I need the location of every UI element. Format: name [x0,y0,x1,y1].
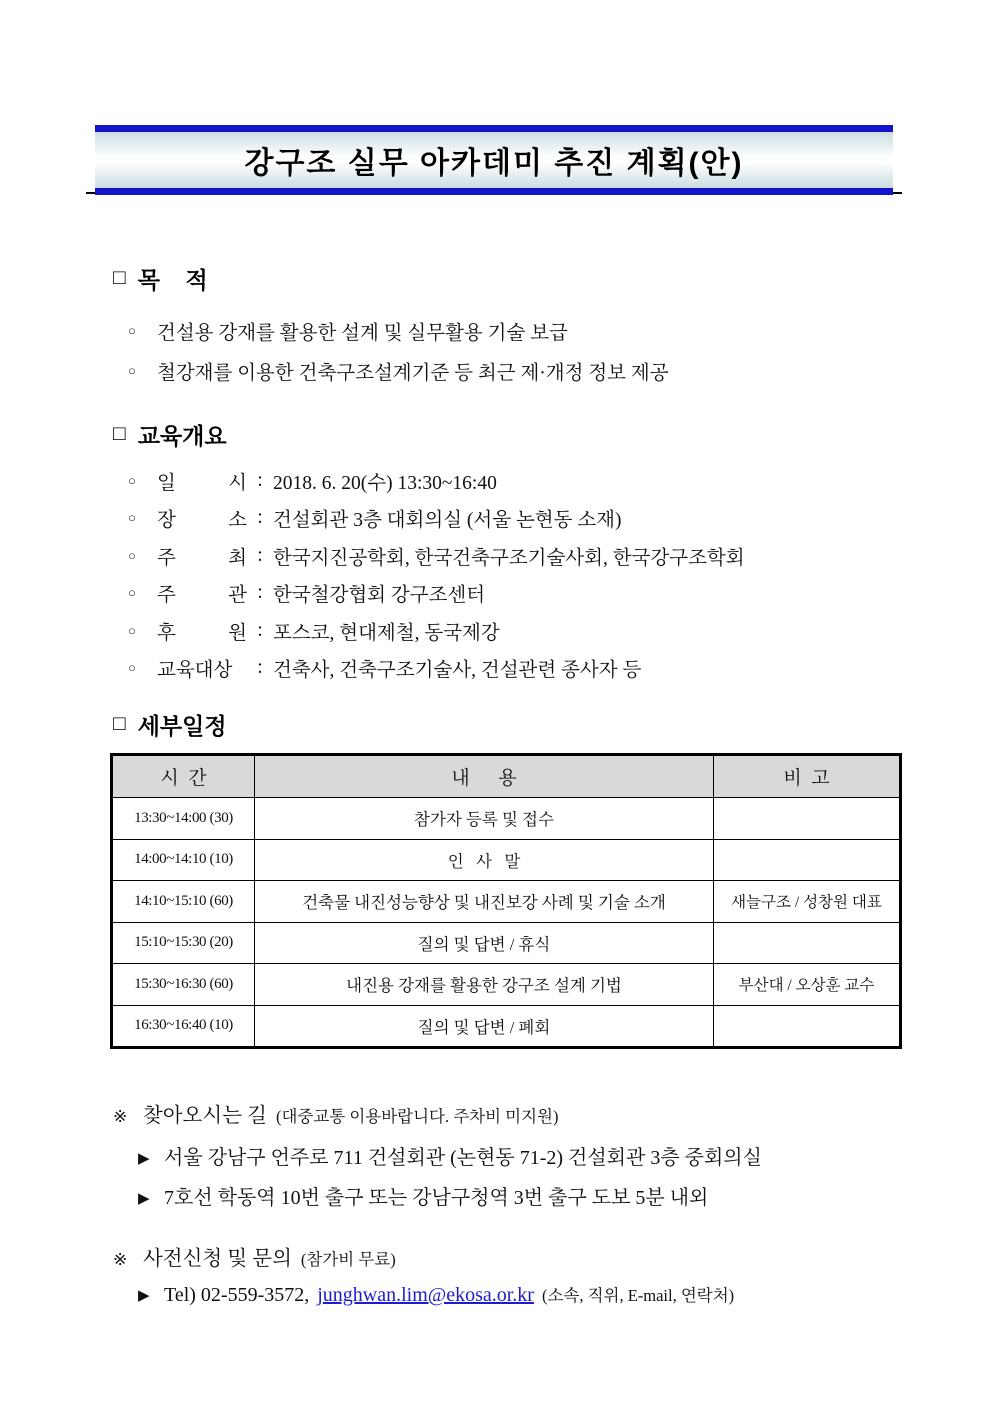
cell-remark [714,922,901,964]
overview-list [128,462,958,687]
overview-label: 주 최 [157,547,247,569]
table-header-row [112,755,901,798]
overview-colon: : [257,582,263,604]
schedule-table [110,753,902,1049]
cell-content: 내진용 강재를 활용한 강구조 설계 기법 [255,964,714,1006]
circle-bullet-icon: ○ [128,622,136,638]
triangle-bullet-icon: ▶ [138,1191,150,1207]
circle-bullet-icon: ○ [128,363,136,378]
email-link[interactable]: junghwan.lim@ekosa.or.kr [317,1284,534,1306]
cell-remark [714,839,901,881]
title-banner [95,125,893,195]
overview-value: 2018. 6. 20(수) 13:30~16:40 [273,472,497,494]
directions-item [138,1181,968,1210]
banner-top-bar [95,125,893,132]
purpose-item-text: 건설용 강재를 활용한 설계 및 실무활용 기술 보급 [157,323,568,344]
overview-label: 후 원 [157,622,247,644]
purpose-item [128,357,928,385]
directions-item-text: 7호선 학동역 10번 출구 또는 강남구청역 3번 출구 도보 5분 내외 [164,1187,709,1209]
contact-heading [113,1241,396,1271]
triangle-bullet-icon: ▶ [138,1288,150,1304]
table-row [112,1005,901,1048]
overview-row [128,462,958,500]
overview-row [128,612,958,650]
schedule-heading [113,708,227,741]
directions-heading [113,1098,558,1128]
contact-heading-note: (참가비 무료) [300,1250,396,1269]
purpose-heading-label: 목 적 [137,267,208,293]
directions-item-text: 서울 강남구 언주로 711 건설회관 (논현동 71-2) 건설회관 3층 중회의실 [164,1147,762,1169]
overview-heading [113,418,227,451]
overview-value: 건설회관 3층 대회의실 (서울 논현동 소재) [273,510,622,532]
cell-remark [714,798,901,840]
circle-bullet-icon: ○ [128,547,136,563]
reference-mark-icon: ※ [113,1107,128,1126]
cell-content: 질의 및 답변 / 폐회 [255,1005,714,1048]
overview-value: 한국지진공학회, 한국건축구조기술사회, 한국강구조학회 [273,547,745,569]
triangle-bullet-icon: ▶ [138,1151,150,1167]
table-row [112,839,901,881]
overview-row [128,650,958,688]
table-row [112,964,901,1006]
square-bullet-icon: □ [113,712,126,735]
column-header-remark: 비 고 [714,755,901,798]
overview-label: 일 시 [157,472,247,494]
overview-colon: : [257,657,263,679]
overview-row [128,500,958,538]
directions-heading-label: 찾아오시는 길 [143,1105,267,1127]
overview-value: 건축사, 건축구조기술사, 건설관련 종사자 등 [273,660,642,682]
directions-heading-note: (대중교통 이용바랍니다. 주차비 미지원) [275,1107,559,1126]
overview-label: 장 소 [157,510,247,532]
square-bullet-icon: □ [113,266,126,289]
cell-time: 13:30~14:00 (30) [112,798,255,840]
column-header-time: 시 간 [112,755,255,798]
cell-remark: 새늘구조 / 성창원 대표 [714,881,901,923]
circle-bullet-icon: ○ [128,510,136,526]
cell-remark [714,1005,901,1048]
cell-content: 건축물 내진성능향상 및 내진보강 사례 및 기술 소개 [255,881,714,923]
reference-mark-icon: ※ [113,1250,128,1269]
page-title: 강구조 실무 아카데미 추진 계획(안) [244,147,744,180]
column-header-content: 내 용 [255,755,714,798]
purpose-item-text: 철강재를 이용한 건축구조설계기준 등 최근 제·개정 정보 제공 [157,363,669,384]
directions-item [138,1141,968,1170]
circle-bullet-icon: ○ [128,660,136,676]
contact-tel: Tel) 02-559-3572, [164,1284,310,1306]
overview-value: 포스코, 현대제철, 동국제강 [273,622,500,644]
contact-suffix: (소속, 직위, E-mail, 연락처) [541,1286,735,1305]
banner-body [95,132,893,188]
cell-remark: 부산대 / 오상훈 교수 [714,964,901,1006]
contact-item [138,1282,968,1307]
overview-colon: : [257,544,263,566]
cell-content: 인 사 말 [255,839,714,881]
circle-bullet-icon: ○ [128,472,136,488]
overview-colon: : [257,619,263,641]
overview-label: 주 관 [157,585,247,607]
schedule-heading-label: 세부일정 [137,713,227,739]
overview-value: 한국철강협회 강구조센터 [273,585,486,607]
purpose-item [128,317,928,345]
banner-bottom-bar [95,188,893,195]
square-bullet-icon: □ [113,422,126,445]
cell-time: 14:10~15:10 (60) [112,881,255,923]
purpose-heading [113,262,208,295]
overview-row [128,537,958,575]
cell-time: 16:30~16:40 (10) [112,1005,255,1048]
cell-time: 15:30~16:30 (60) [112,964,255,1006]
table-row [112,798,901,840]
overview-row [128,575,958,613]
cell-content: 참가자 등록 및 접수 [255,798,714,840]
table-row [112,922,901,964]
cell-content: 질의 및 답변 / 휴식 [255,922,714,964]
cell-time: 15:10~15:30 (20) [112,922,255,964]
circle-bullet-icon: ○ [128,585,136,601]
overview-colon: : [257,507,263,529]
overview-heading-label: 교육개요 [137,423,227,449]
contact-heading-label: 사전신청 및 문의 [143,1248,292,1270]
overview-colon: : [257,469,263,491]
overview-label: 교육대상 [157,660,233,682]
cell-time: 14:00~14:10 (10) [112,839,255,881]
table-row [112,881,901,923]
circle-bullet-icon: ○ [128,323,136,338]
